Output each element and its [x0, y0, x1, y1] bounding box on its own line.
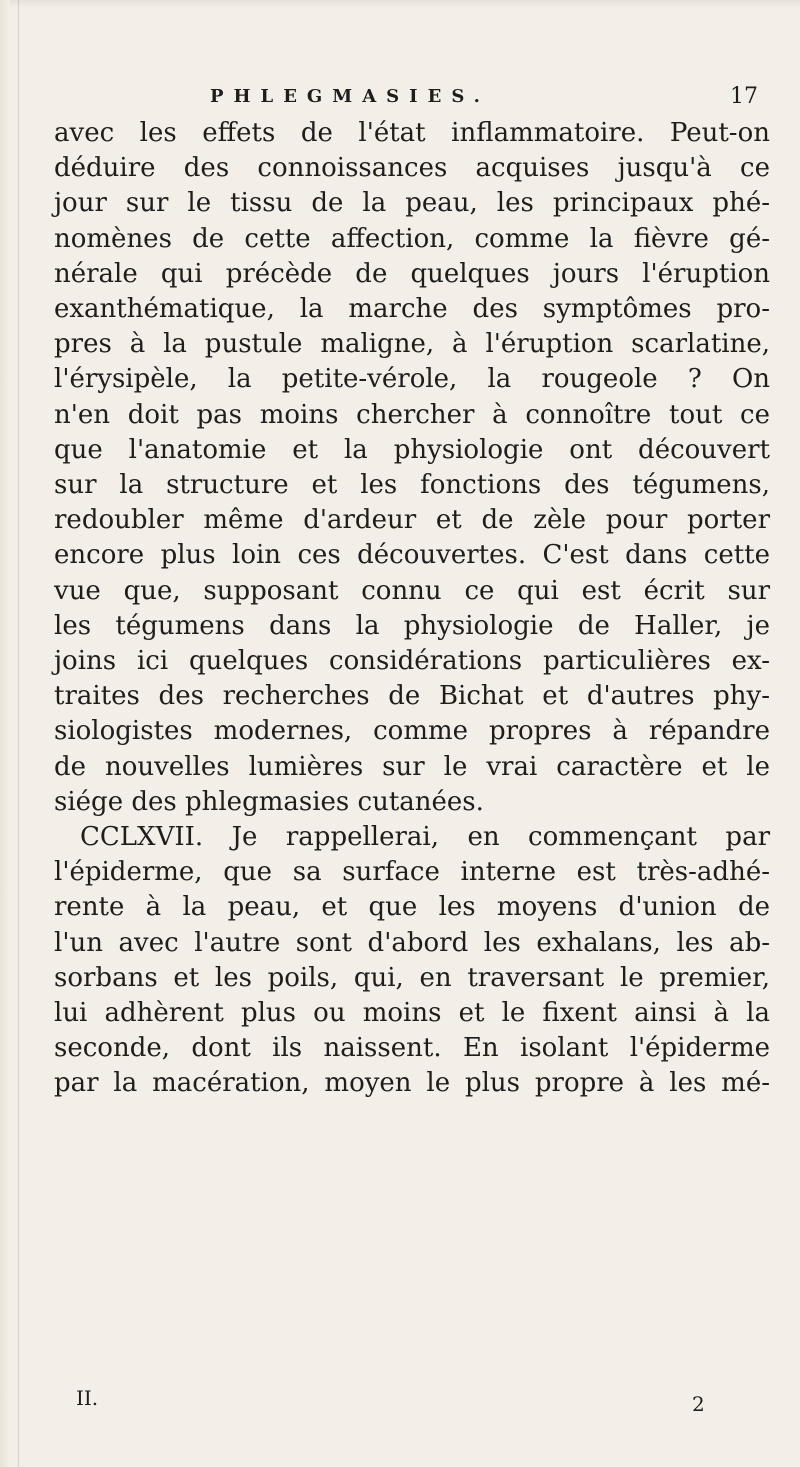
text-line: encore plus loin ces découvertes. C'est dans cette [54, 540, 770, 571]
text-line: traites des recherches de Bichat et d'autres phy- [54, 681, 770, 712]
text-line: seconde, dont ils naissent. En isolant l'épiderme [54, 1033, 770, 1064]
text-line: sur la structure et les fonctions des tégumens, [54, 470, 770, 501]
text-line: lui adhèrent plus ou moins et le fixent ainsi à la [54, 998, 770, 1029]
catchword: 2 [692, 1392, 705, 1416]
signature-mark: II. [76, 1386, 99, 1410]
text-line: exanthématique, la marche des symptômes pro- [54, 294, 770, 325]
text-line: CCLXVII. Je rappellerai, en commençant par [80, 822, 770, 853]
text-line: redoubler même d'ardeur et de zèle pour porter [54, 505, 770, 536]
text-line: l'un avec l'autre sont d'abord les exhalans, les ab- [54, 927, 770, 958]
text-line: sorbans et les poils, qui, en traversant le premier, [54, 962, 770, 993]
text-line: de nouvelles lumières sur le vrai caractère et le [54, 751, 770, 782]
page-left-edge [0, 0, 10, 1467]
gutter-line [18, 0, 19, 1467]
running-header: PHLEGMASIES. [210, 86, 490, 107]
text-line: déduire des connoissances acquises jusqu'à ce [54, 153, 770, 184]
page-top-edge [0, 0, 800, 8]
text-line: rente à la peau, et que les moyens d'union de [54, 892, 770, 923]
text-line: n'en doit pas moins chercher à connoître tout ce [54, 399, 770, 430]
text-line: joins ici quelques considérations particulières ex- [54, 646, 770, 677]
text-line: nomènes de cette affection, comme la fièvre gé- [54, 223, 770, 254]
text-line: l'épiderme, que sa surface interne est très-adhé- [54, 857, 770, 888]
text-line: vue que, supposant connu ce qui est écrit sur [54, 575, 770, 606]
text-line: jour sur le tissu de la peau, les principaux phé- [54, 188, 770, 219]
body-text [54, 116, 770, 1102]
text-line: avec les effets de l'état inflammatoire. Peut-on [54, 118, 770, 148]
text-line: que l'anatomie et la physiologie ont découvert [54, 434, 770, 465]
page-number: 17 [730, 84, 758, 109]
text-line: siége des phlegmasies cutanées. [54, 786, 484, 817]
text-line: siologistes modernes, comme propres à répandre [54, 716, 770, 747]
text-line: nérale qui précède de quelques jours l'éruption [54, 258, 770, 289]
text-line: par la macération, moyen le plus propre à les mé- [54, 1068, 770, 1099]
text-line: pres à la pustule maligne, à l'éruption scarlatine, [54, 329, 770, 360]
text-line: les tégumens dans la physiologie de Haller, je [54, 610, 770, 641]
text-line: l'érysipèle, la petite-vérole, la rougeole ? On [54, 364, 770, 395]
